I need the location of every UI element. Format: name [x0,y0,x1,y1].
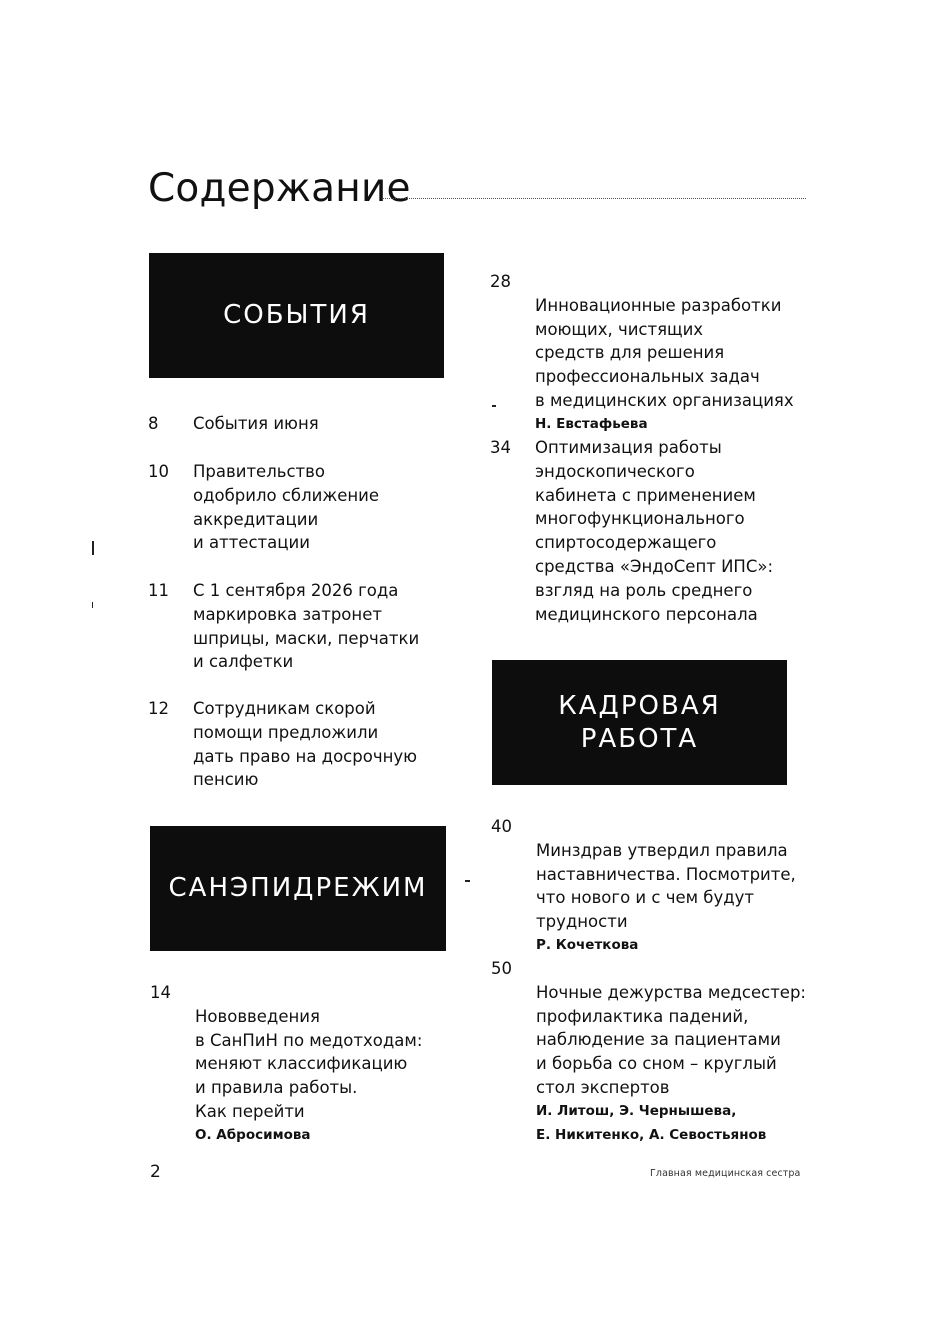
toc-title: Нововведения в СанПиН по медотходам: меняют классификацию и правила работы. Как перейти [195,1006,423,1121]
page-title: Содержание [148,166,411,211]
toc-title: Минздрав утвердил правила наставничества. Посмотрите, что нового и с чем будут трудности [536,840,796,932]
toc-page-number: 34 [490,438,511,457]
scan-mark [492,405,496,407]
toc-title: С 1 сентября 2026 года маркировка затронет шприцы, маски, перчатки и салфетки [193,581,420,672]
page-number: 2 [150,1162,161,1182]
scan-mark [465,880,470,882]
title-dotted-leader [382,198,806,199]
toc-author: О. Абросимова [195,1126,311,1143]
toc-page-number: 40 [491,817,512,836]
section-header-hr: КАДРОВАЯ РАБОТА [492,660,787,785]
toc-page-number: 8 [148,414,159,433]
toc-author: Р. Кочеткова [536,936,639,953]
toc-page-number: 28 [490,272,511,291]
toc-page-number: 12 [148,699,169,718]
toc-title: Ночные дежурства медсестер: профилактика падений, наблюдение за пациентами и борьба со сном – круглый стол экспертов [536,982,806,1097]
toc-title: Правительство одобрило сближение аккредитации и аттестации [193,462,380,553]
toc-author: Н. Евстафьева [535,415,648,432]
toc-title: Инновационные разработки моющих, чистящих средств для решения профессиональных задач в медицинских организациях [535,295,794,410]
toc-title: Сотрудникам скорой помощи предложили дать право на досрочную пенсию [193,699,418,790]
section-header-sanepid: САНЭПИДРЕЖИМ [150,826,446,951]
toc-title: События июня [193,414,319,433]
section-header-events: СОБЫТИЯ [149,253,444,378]
toc-page-number: 11 [148,581,169,600]
toc-page-number: 14 [150,983,171,1002]
scan-mark [92,602,93,608]
toc-page-number: 50 [491,959,512,978]
journal-title: Главная медицинская сестра [650,1168,801,1179]
scan-mark [92,541,94,555]
toc-title: Оптимизация работы эндоскопического кабинета с применением многофункционального спиртосодержащего средства «ЭндоСепт ИПС»: взгляд на роль среднего медицинского персонала [535,438,774,624]
toc-author: И. Литош, Э. Чернышева, Е. Никитенко, А. Севостьянов [536,1102,767,1143]
toc-page-number: 10 [148,462,169,481]
